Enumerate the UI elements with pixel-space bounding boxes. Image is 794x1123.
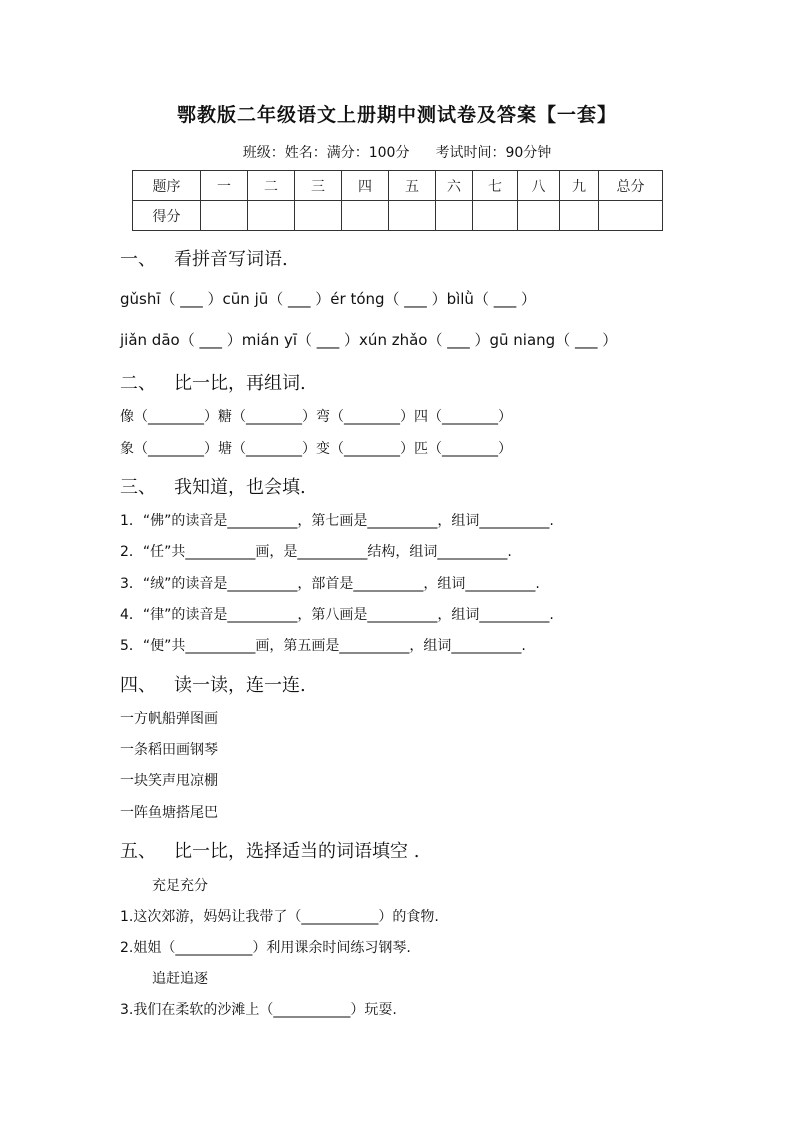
score-row-label: 得分 bbox=[133, 201, 201, 231]
choose-question-2: 2.姐姐（___________）利用课余时间练习钢琴. bbox=[120, 940, 411, 956]
exam-info bbox=[0, 142, 794, 162]
score-cell[interactable] bbox=[342, 201, 389, 231]
score-header-cell: 二 bbox=[248, 171, 295, 201]
score-table-score-row bbox=[133, 201, 663, 231]
connect-item-1: 一方帆船弹图画 bbox=[120, 711, 218, 727]
score-cell[interactable] bbox=[518, 201, 560, 231]
word-choice-group-2: 追赶追逐 bbox=[152, 971, 208, 987]
score-cell[interactable] bbox=[248, 201, 295, 231]
section-number: 五、 bbox=[120, 841, 156, 862]
section-title: 读一读，连一连. bbox=[174, 675, 306, 696]
score-cell[interactable] bbox=[389, 201, 436, 231]
score-header-cell: 八 bbox=[518, 171, 560, 201]
score-header-cell: 五 bbox=[389, 171, 436, 201]
score-cell[interactable] bbox=[560, 201, 599, 231]
score-cell[interactable] bbox=[436, 201, 473, 231]
score-header-cell: 四 bbox=[342, 171, 389, 201]
section-number: 三、 bbox=[120, 477, 156, 498]
fill-question-4: 4．“律”的读音是__________，第八画是__________，组词__________. bbox=[120, 607, 554, 623]
section-number: 二、 bbox=[120, 373, 156, 394]
page-title: 鄂教版二年级语文上册期中测试卷及答案【一套】 bbox=[176, 104, 617, 126]
score-header-cell: 总分 bbox=[599, 171, 663, 201]
section-1-heading bbox=[120, 245, 288, 271]
score-header-cell: 一 bbox=[201, 171, 248, 201]
section-2-heading bbox=[120, 369, 306, 395]
compare-line-1: 像（________）糖（________）弯（________）四（________） bbox=[120, 409, 512, 425]
section-title: 我知道，也会填. bbox=[174, 477, 306, 498]
choose-question-1: 1.这次郊游，妈妈让我带了（___________）的食物. bbox=[120, 909, 439, 925]
pinyin-line-1: gǔshī（ ___ ）cūn jū（ ___ ）ér tóng（ ___ ）bìlǜ（ ___ ） bbox=[120, 290, 536, 308]
section-5-heading bbox=[120, 837, 419, 863]
section-3-heading bbox=[120, 473, 306, 499]
section-title: 比一比，选择适当的词语填空 . bbox=[174, 841, 420, 862]
score-header-cell: 三 bbox=[295, 171, 342, 201]
score-header-cell: 七 bbox=[473, 171, 518, 201]
pinyin-line-2: jiǎn dāo（ ___ ）mián yī（ ___ ）xún zhǎo（ ___ ）gū niang（ ___ ） bbox=[120, 331, 618, 349]
compare-line-2: 象（________）塘（________）变（________）匹（________） bbox=[120, 441, 512, 457]
score-cell[interactable] bbox=[201, 201, 248, 231]
exam-time-info: 考试时间：90分钟 bbox=[435, 145, 552, 161]
section-number: 四、 bbox=[120, 675, 156, 696]
class-name-score-info: 班级：姓名：满分：100分 bbox=[242, 145, 410, 161]
score-header-cell: 题序 bbox=[133, 171, 201, 201]
score-cell[interactable] bbox=[295, 201, 342, 231]
score-cell[interactable] bbox=[473, 201, 518, 231]
section-4-heading bbox=[120, 671, 306, 697]
score-header-cell: 九 bbox=[560, 171, 599, 201]
fill-question-2: 2．“任”共__________画，是__________结构，组词__________. bbox=[120, 544, 512, 560]
score-table-header-row bbox=[133, 171, 663, 201]
choose-question-3: 3.我们在柔软的沙滩上（___________）玩耍. bbox=[120, 1002, 397, 1018]
connect-item-3: 一块笑声甩凉棚 bbox=[120, 773, 218, 789]
section-title: 比一比，再组词. bbox=[174, 373, 306, 394]
fill-question-5: 5．“便”共__________画，第五画是__________，组词__________. bbox=[120, 638, 526, 654]
word-choice-group-1: 充足充分 bbox=[152, 878, 208, 894]
score-header-cell: 六 bbox=[436, 171, 473, 201]
score-table bbox=[132, 170, 663, 231]
connect-item-4: 一阵鱼塘搭尾巴 bbox=[120, 805, 218, 821]
score-cell[interactable] bbox=[599, 201, 663, 231]
connect-item-2: 一条稻田画钢琴 bbox=[120, 742, 218, 758]
fill-question-3: 3．“绒”的读音是__________，部首是__________，组词__________. bbox=[120, 576, 540, 592]
section-title: 看拼音写词语. bbox=[174, 249, 288, 270]
fill-question-1: 1．“佛”的读音是__________，第七画是__________，组词__________. bbox=[120, 513, 554, 529]
section-number: 一、 bbox=[120, 249, 156, 270]
